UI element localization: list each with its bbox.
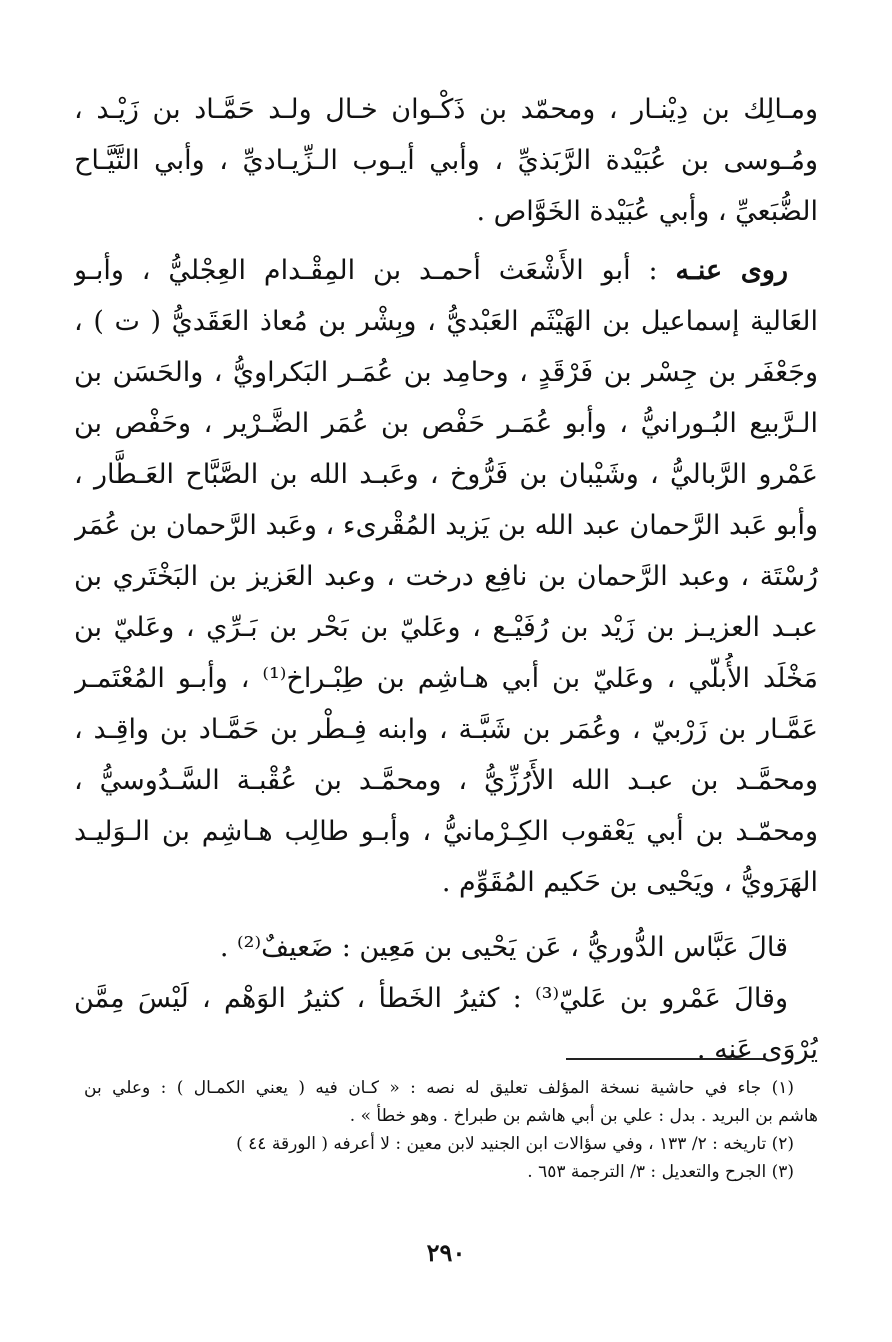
text-line: رُسْتَة ، وعبد الرَّحمان بن نافِع درخت ، وعبد العَزيز بن البَخْتَري بن bbox=[74, 561, 818, 592]
text-line: وقالَ عَمْرو بن عَليّ⁽³⁾ : كثيرُ الخَطأ ، كثيرُ الوَهْم ، لَيْسَ مِمَّن bbox=[74, 983, 788, 1014]
text-line: الهَرَويُّ ، ويَحْيى بن حَكيم المُقَوِّم . bbox=[441, 867, 818, 898]
page-number: ٢٩٠ bbox=[426, 1238, 466, 1267]
text-line: مَخْلَد الأُبلّي ، وعَليّ بن أبي هـاشِم بن طِبْـراخ⁽¹⁾ ، وأبـو المُعْتَمـر bbox=[74, 663, 818, 694]
text-line: الضُّبَعيِّ ، وأبي عُبَيْدة الخَوَّاص . bbox=[476, 196, 818, 227]
text-span: : أبو الأَشْعَث أحمـد بن المِقْـدام العِجْليُّ ، وأبـو bbox=[74, 255, 676, 286]
main-text bbox=[74, 84, 818, 1075]
text-line: وجَعْفَر بن جِسْر بن فَرْقَدٍ ، وحامِد بن عُمَـر البَكراويُّ ، والحَسَن بن bbox=[74, 357, 818, 388]
text-line: يُرْوَى عَنه . bbox=[696, 1034, 818, 1065]
footnote-line: هاشم بن البريد . بدل : علي بن أبي هاشم بن طبراخ . وهو خطأ » . bbox=[349, 1106, 818, 1126]
text-line: ومحمّـد بن أبي يَعْقوب الكِـرْمانيُّ ، وأبـو طالِب هـاشِم بن الـوَليـد bbox=[74, 816, 818, 847]
text-line: ومحمَّـد بن عبـد الله الأَرُزِّيُّ ، ومحمَّـد بن عُقْبـة السَّـدُوسيُّ ، bbox=[74, 765, 818, 796]
text-line: العَالية إسماعيل بن الهَيْثَم العَبْديُّ ، وبِشْر بن مُعاذ العَقَديُّ ( ت ) ، bbox=[74, 306, 818, 337]
footnote-divider bbox=[566, 1058, 766, 1060]
text-line bbox=[74, 245, 818, 296]
footnotes bbox=[84, 1074, 818, 1186]
section-lead: روى عنـه bbox=[675, 255, 788, 286]
text-line: ومُـوسى بن عُبَيْدة الرَّبَذيِّ ، وأبي أيـوب الـزِّيـاديِّ ، وأبي التَّيَّـاح bbox=[74, 145, 818, 176]
text-line: وأبو عَبد الرَّحمان عبد الله بن يَزيد المُقْرىء ، وعَبد الرَّحمان بن عُمَر bbox=[74, 510, 818, 541]
text-line: عبـد العزيـز بن زَيْد بن رُفَيْـع ، وعَليّ بن بَحْر بن بَـرِّي ، وعَليّ بن bbox=[74, 612, 818, 643]
text-line: قالَ عَبَّاس الدُّوريُّ ، عَن يَحْيى بن مَعِين : ضَعيفٌ⁽²⁾ . bbox=[219, 932, 788, 963]
text-line: عَمْرو الرَّباليُّ ، وشَيْبان بن فَرُّوخ ، وعَبـد الله بن الصَّبَّاح العَـطَّار ، bbox=[74, 459, 818, 490]
text-line: ومـالِك بن دِيْنـار ، ومحمّد بن ذَكْـوان خـال ولـد حَمَّـاد بن زَيْـد ، bbox=[74, 94, 818, 125]
footnote-line: (٢) تاريخه : ٢/ ١٣٣ ، وفي سؤالات ابن الجنيد لابن معين : لا أعرفه ( الورقة ٤٤ ) bbox=[236, 1134, 794, 1154]
text-line: الـرَّبيع البُـورانيُّ ، وأبو عُمَـر حَفْص بن عُمَر الضَّـرْير ، وحَفْص بن bbox=[74, 408, 818, 439]
text-line: عَمَّـار بن زَرْبيّ ، وعُمَر بن شَبَّـة ، وابنه فِـطْر بن حَمَّـاد بن واقِـد ، bbox=[74, 714, 818, 745]
footnote-line: (١) جاء في حاشية نسخة المؤلف تعليق له نصه : « كـان فيه ( يعني الكمـال ) : وعلي بن bbox=[84, 1078, 794, 1098]
footnote-line: (٣) الجرح والتعديل : ٣/ الترجمة ٦٥٣ . bbox=[527, 1162, 794, 1182]
